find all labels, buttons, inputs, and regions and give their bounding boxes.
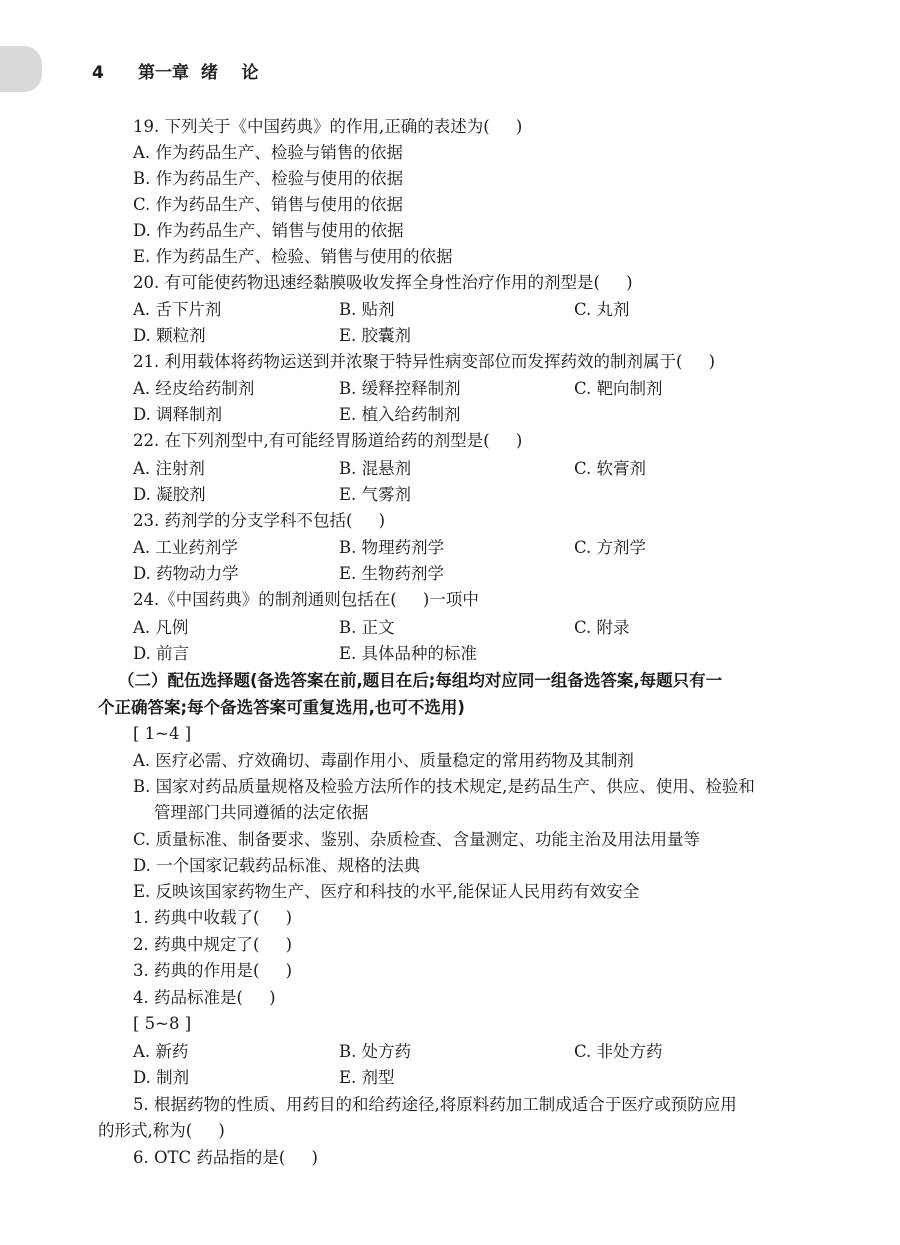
option-text: B. 物理药剂学 xyxy=(339,538,445,557)
option-text: B. 贴剂 xyxy=(339,300,395,319)
option-text: E. 气雾剂 xyxy=(339,485,412,504)
option-text: B. 正文 xyxy=(339,618,395,637)
question-text: 6. OTC 药品指的是( ) xyxy=(133,1148,318,1167)
question-text: A. 作为药品生产、检验与销售的依据 xyxy=(133,143,403,162)
option-text: B. 混悬剂 xyxy=(339,459,412,478)
chapter-title: 第一章 绪 论 xyxy=(138,63,259,83)
option-text: D. 颗粒剂 xyxy=(133,326,206,345)
option-text: D. 凝胶剂 xyxy=(133,485,206,504)
option-text: E. 植入给药制剂 xyxy=(339,405,461,424)
option-text: E. 胶囊剂 xyxy=(339,326,412,345)
option-text: E. 剂型 xyxy=(339,1068,395,1087)
section-heading: （二）配伍选择题(备选答案在前,题目在后;每组均对应同一组备选答案,每题只有一 xyxy=(118,671,723,690)
question-text: 的形式,称为( ) xyxy=(98,1121,225,1140)
option-text: B. 处方药 xyxy=(339,1042,412,1061)
option-text: A. 工业药剂学 xyxy=(133,538,238,557)
question-text: D. 作为药品生产、销售与使用的依据 xyxy=(133,221,404,240)
page-corner-tab xyxy=(0,46,42,92)
option-text: A. 经皮给药制剂 xyxy=(133,379,255,398)
option-text: D. 制剂 xyxy=(133,1068,190,1087)
option-text: A. 凡例 xyxy=(133,618,189,637)
question-text: D. 一个国家记载药品标准、规格的法典 xyxy=(133,856,421,875)
question-text: 1. 药典中收载了( ) xyxy=(133,908,293,927)
question-text: 20. 有可能使药物迅速经黏膜吸收发挥全身性治疗作用的剂型是( ) xyxy=(133,273,633,292)
question-text: 2. 药典中规定了( ) xyxy=(133,935,293,954)
section-heading: 个正确答案;每个备选答案可重复选用,也可不选用) xyxy=(98,698,465,717)
option-text: E. 具体品种的标准 xyxy=(339,644,478,663)
option-text: E. 生物药剂学 xyxy=(339,564,445,583)
option-text: D. 药物动力学 xyxy=(133,564,239,583)
question-text: E. 反映该国家药物生产、医疗和科技的水平,能保证人民用药有效安全 xyxy=(133,882,640,901)
option-text: C. 软膏剂 xyxy=(574,459,647,478)
option-text: A. 舌下片剂 xyxy=(133,300,222,319)
option-text: C. 方剂学 xyxy=(574,538,647,557)
question-text: 3. 药典的作用是( ) xyxy=(133,961,293,980)
question-text: 23. 药剂学的分支学科不包括( ) xyxy=(133,511,386,530)
question-text: C. 作为药品生产、销售与使用的依据 xyxy=(133,195,404,214)
question-text: 19. 下列关于《中国药典》的作用,正确的表述为( ) xyxy=(133,117,523,136)
option-text: C. 靶向制剂 xyxy=(574,379,663,398)
question-text: [ 1~4 ] xyxy=(133,724,192,743)
option-text: A. 注射剂 xyxy=(133,459,205,478)
question-text: B. 作为药品生产、检验与使用的依据 xyxy=(133,169,404,188)
question-text: 管理部门共同遵循的法定依据 xyxy=(133,803,369,822)
question-text: [ 5~8 ] xyxy=(133,1014,192,1033)
option-text: C. 附录 xyxy=(574,618,630,637)
running-header xyxy=(92,58,259,83)
option-text: C. 非处方药 xyxy=(574,1042,663,1061)
question-text: A. 医疗必需、疗效确切、毒副作用小、质量稳定的常用药物及其制剂 xyxy=(133,751,634,770)
option-text: B. 缓释控释制剂 xyxy=(339,379,461,398)
question-text: 4. 药品标准是( ) xyxy=(133,988,276,1007)
question-text: 22. 在下列剂型中,有可能经胃肠道给药的剂型是( ) xyxy=(133,431,523,450)
option-text: D. 前言 xyxy=(133,644,190,663)
option-text: A. 新药 xyxy=(133,1042,189,1061)
question-text: E. 作为药品生产、检验、销售与使用的依据 xyxy=(133,247,453,266)
option-text: D. 调释制剂 xyxy=(133,405,223,424)
question-text: B. 国家对药品质量规格及检验方法所作的技术规定,是药品生产、供应、使用、检验和 xyxy=(133,777,755,796)
question-text: 5. 根据药物的性质、用药目的和给药途径,将原料药加工制成适合于医疗或预防应用 xyxy=(133,1095,737,1114)
question-text: C. 质量标准、制备要求、鉴别、杂质检查、含量测定、功能主治及用法用量等 xyxy=(133,830,701,849)
option-text: C. 丸剂 xyxy=(574,300,630,319)
question-text: 21. 利用载体将药物运送到并浓聚于特异性病变部位而发挥药效的制剂属于( ) xyxy=(133,352,716,371)
page-number: 4 xyxy=(92,63,104,83)
question-text: 24.《中国药典》的制剂通则包括在( )一项中 xyxy=(133,590,479,609)
